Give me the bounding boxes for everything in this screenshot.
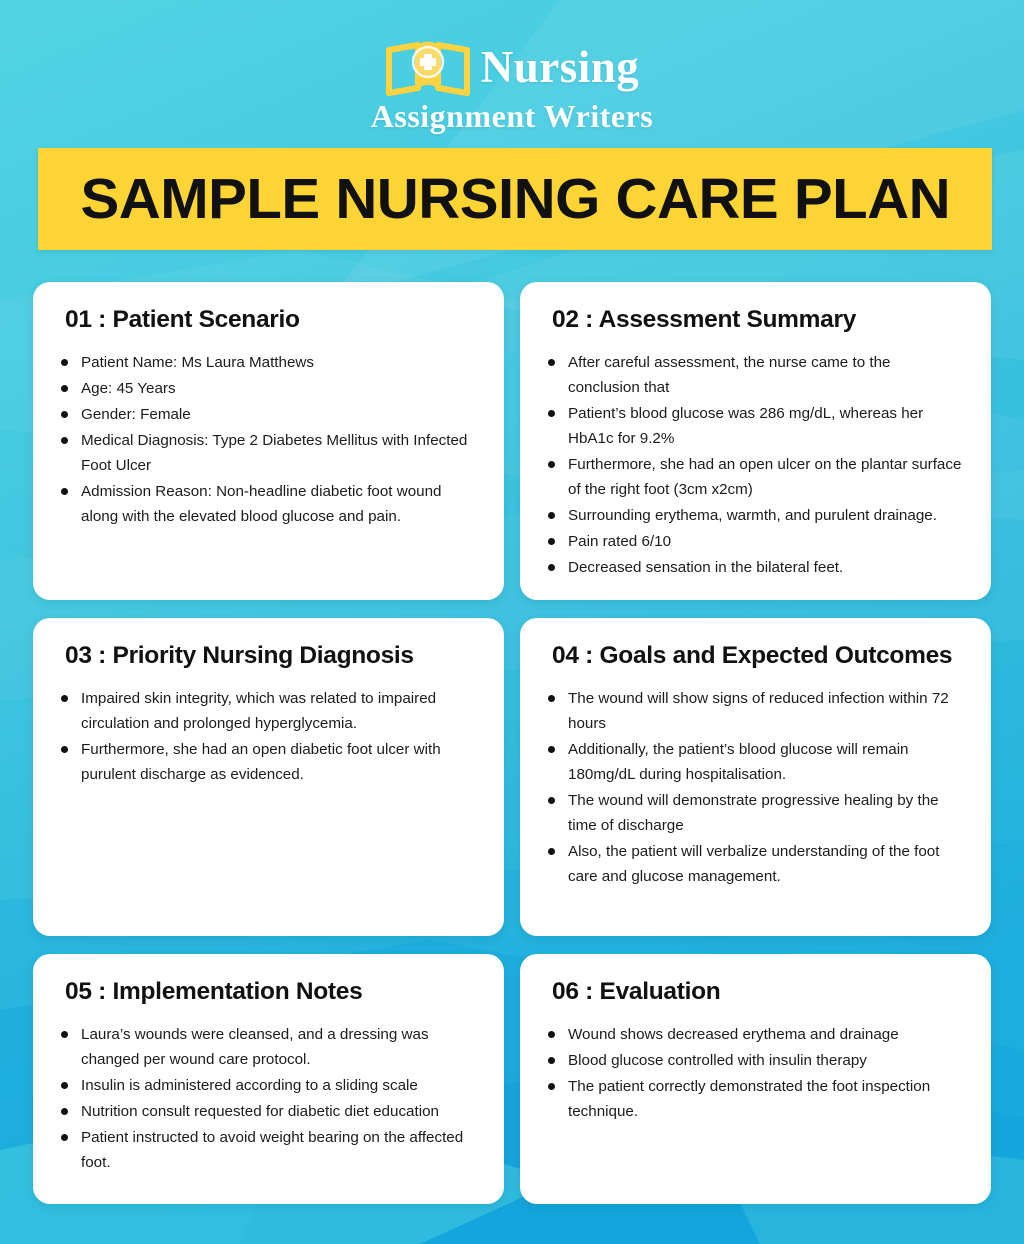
card-bullet-list (59, 686, 478, 787)
list-item: Furthermore, she had an open diabetic foot ulcer with purulent discharge as evidenced. (59, 737, 478, 787)
list-item: Impaired skin integrity, which was related to impaired circulation and prolonged hyperglycemia. (59, 686, 478, 736)
list-item: The wound will show signs of reduced infection within 72 hours (546, 686, 965, 736)
list-item: Admission Reason: Non-headline diabetic foot wound along with the elevated blood glucose and pain. (59, 479, 478, 529)
list-item: Laura’s wounds were cleansed, and a dressing was changed per wound care protocol. (59, 1022, 478, 1072)
list-item: Patient Name: Ms Laura Matthews (59, 350, 478, 375)
list-item: Furthermore, she had an open ulcer on the plantar surface of the right foot (3cm x2cm) (546, 452, 965, 502)
list-item: The wound will demonstrate progressive healing by the time of discharge (546, 788, 965, 838)
brand-name-secondary: Assignment Writers (370, 98, 654, 134)
list-item: Patient instructed to avoid weight bearing on the affected foot. (59, 1125, 478, 1175)
card-heading: 01 : Patient Scenario (65, 306, 300, 333)
card-heading: 05 : Implementation Notes (65, 978, 363, 1005)
list-item: Additionally, the patient’s blood glucose will remain 180mg/dL during hospitalisation. (546, 737, 965, 787)
card-bullet-list (546, 350, 965, 580)
list-item: Medical Diagnosis: Type 2 Diabetes Mellitus with Infected Foot Ulcer (59, 428, 478, 478)
list-item: Gender: Female (59, 402, 478, 427)
card-bullet-list (546, 1022, 965, 1124)
brand-name-primary: Nursing (480, 41, 640, 92)
card-heading: 06 : Evaluation (552, 978, 721, 1005)
card-heading: 04 : Goals and Expected Outcomes (552, 642, 953, 669)
list-item: Blood glucose controlled with insulin therapy (546, 1048, 965, 1073)
page-title-banner (38, 148, 992, 250)
list-item: Pain rated 6/10 (546, 529, 965, 554)
card-heading: 03 : Priority Nursing Diagnosis (65, 642, 414, 669)
card-priority-nursing-diagnosis (33, 618, 504, 936)
list-item: Insulin is administered according to a sliding scale (59, 1073, 478, 1098)
list-item: Age: 45 Years (59, 376, 478, 401)
list-item: Nutrition consult requested for diabetic diet education (59, 1099, 478, 1124)
card-patient-scenario (33, 282, 504, 600)
list-item: After careful assessment, the nurse came to the conclusion that (546, 350, 965, 400)
card-assessment-summary (520, 282, 991, 600)
brand-logo (0, 38, 1024, 132)
card-bullet-list (59, 1022, 478, 1175)
open-book-medical-cross-icon (385, 38, 471, 96)
card-evaluation (520, 954, 991, 1204)
list-item: Decreased sensation in the bilateral feet. (546, 555, 965, 580)
card-implementation-notes (33, 954, 504, 1204)
card-bullet-list (59, 350, 478, 529)
care-plan-card-grid (33, 282, 991, 1204)
card-bullet-list (546, 686, 965, 889)
list-item: The patient correctly demonstrated the foot inspection technique. (546, 1074, 965, 1124)
list-item: Wound shows decreased erythema and drainage (546, 1022, 965, 1047)
list-item: Also, the patient will verbalize understanding of the foot care and glucose management. (546, 839, 965, 889)
list-item: Patient’s blood glucose was 286 mg/dL, whereas her HbA1c for 9.2% (546, 401, 965, 451)
page-title: SAMPLE NURSING CARE PLAN (80, 166, 950, 231)
card-heading: 02 : Assessment Summary (552, 306, 857, 333)
list-item: Surrounding erythema, warmth, and purulent drainage. (546, 503, 965, 528)
card-goals-and-expected-outcomes (520, 618, 991, 936)
